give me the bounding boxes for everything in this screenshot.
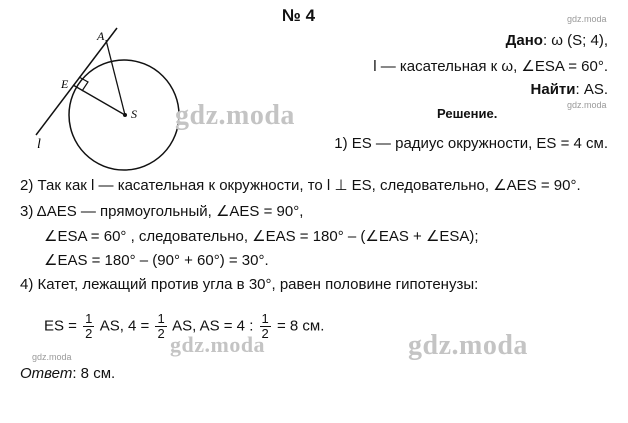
given-label: Дано bbox=[505, 32, 543, 49]
find-label: Найти bbox=[530, 81, 576, 98]
fraction-3 bbox=[260, 312, 271, 341]
point-S bbox=[123, 113, 127, 117]
fraction-1 bbox=[83, 312, 94, 341]
solution-heading: Решение. bbox=[437, 106, 498, 121]
solution-step-3c: ∠EAS = 180° – (90° + 60°) = 30°. bbox=[44, 252, 269, 269]
label-A: A bbox=[97, 29, 105, 43]
watermark-big-2: gdz.moda bbox=[170, 332, 266, 357]
formula-part-2: AS, 4 = bbox=[99, 317, 150, 335]
label-S: S bbox=[131, 107, 137, 121]
watermark-small-3: gdz.moda bbox=[32, 352, 72, 362]
watermark-big-3: gdz.moda bbox=[408, 330, 528, 361]
find-value: : AS. bbox=[575, 81, 608, 98]
fraction-2-numerator: 1 bbox=[157, 311, 165, 326]
answer-value: : 8 см. bbox=[72, 365, 116, 382]
fraction-2-denominator: 2 bbox=[157, 326, 165, 341]
find-line bbox=[531, 81, 608, 98]
answer-line bbox=[20, 365, 115, 382]
given-line-2: l — касательная к ω, ∠ESA = 60°. bbox=[373, 58, 608, 75]
watermark-small-2: gdz.moda bbox=[567, 100, 607, 110]
solution-step-4: 4) Катет, лежащий против угла в 30°, равен половине гипотенузы: bbox=[20, 276, 479, 293]
watermark-small-1: gdz.moda bbox=[567, 14, 607, 24]
label-l: l bbox=[37, 137, 41, 152]
fraction-1-denominator: 2 bbox=[85, 326, 93, 341]
solution-step-1: 1) ES — радиус окружности, ES = 4 см. bbox=[334, 135, 608, 152]
formula-part-3: AS, AS = 4 : bbox=[172, 317, 254, 335]
fraction-3-denominator: 2 bbox=[261, 326, 269, 341]
solution-formula bbox=[44, 312, 324, 341]
solution-step-3a: 3) ΔAES — прямоугольный, ∠AES = 90°, bbox=[20, 203, 304, 220]
watermark-big-1: gdz.moda bbox=[175, 100, 295, 131]
label-E: E bbox=[61, 77, 69, 91]
formula-part-4: = 8 см. bbox=[276, 317, 325, 335]
fraction-1-numerator: 1 bbox=[85, 311, 93, 326]
problem-number: № 4 bbox=[282, 6, 316, 25]
given-value: : ω (S; 4), bbox=[542, 32, 608, 49]
answer-label: Ответ bbox=[20, 365, 73, 382]
segment-ES bbox=[73, 85, 125, 115]
segment-AS bbox=[106, 40, 125, 115]
tangent-line-l bbox=[36, 28, 117, 135]
fraction-2 bbox=[155, 312, 166, 341]
solution-step-3b: ∠ESA = 60° , следовательно, ∠EAS = 180° – (∠EAS + ∠ESA); bbox=[44, 228, 479, 245]
fraction-3-numerator: 1 bbox=[261, 311, 269, 326]
solution-step-2: 2) Так как l — касательная к окружности, то l ⊥ ES, следовательно, ∠AES = 90°. bbox=[20, 177, 581, 194]
formula-part-1: ES = bbox=[44, 317, 77, 335]
given-line-1 bbox=[506, 32, 608, 49]
